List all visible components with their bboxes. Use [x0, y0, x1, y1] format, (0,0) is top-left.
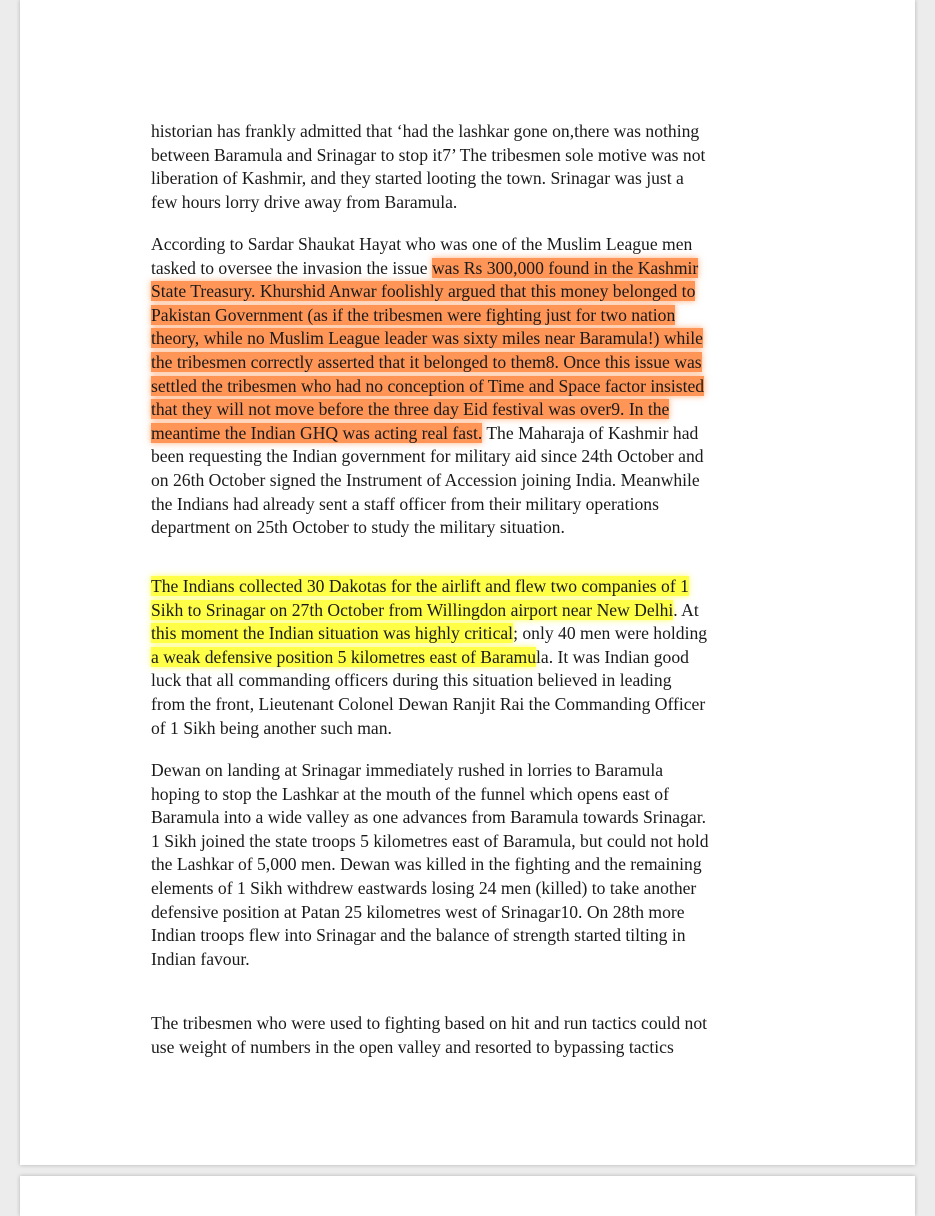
- text-line: hoping to stop the Lashkar at the mouth of the funnel which opens east of: [151, 783, 669, 804]
- text-line: few hours lorry drive away from Baramula.: [151, 191, 458, 212]
- text-line: luck that all commanding officers during this situation believed in leading: [151, 670, 672, 691]
- orange-highlight: was Rs 300,000 found in the Kashmir: [431, 257, 699, 278]
- text-line: The tribesmen who were used to fighting based on hit and run tactics could not: [151, 1013, 708, 1033]
- text-line: on 26th October signed the Instrument of Accession joining India. Meanwhile: [151, 469, 700, 490]
- text-line: [151, 398, 851, 422]
- orange-highlight: theory, while no Muslim League leader was sixty miles near Baramula!) while: [151, 328, 703, 349]
- yellow-highlight: The Indians collected 30 Dakotas for the airlift and flew two companies of 1: [151, 576, 689, 596]
- text-line: this moment the Indian situation was highly critical; only 40 men were holding: [151, 623, 708, 644]
- paragraph-4: [151, 759, 851, 971]
- next-page-edge: [20, 1176, 915, 1216]
- text-line: meantime the Indian GHQ was acting real fast. The Maharaja of Kashmir had: [151, 422, 699, 443]
- orange-highlight: meantime the Indian GHQ was acting real fast.: [151, 422, 483, 443]
- paragraph-5: [151, 1012, 851, 1059]
- text-line: 1 Sikh joined the state troops 5 kilometres east of Baramula, but could not hold: [151, 830, 709, 851]
- text-line: Indian troops flew into Srinagar and the balance of strength started tilting in: [151, 925, 686, 946]
- text-line: department on 25th October to study the military situation.: [151, 517, 565, 538]
- text-line: Dewan on landing at Srinagar immediately rushed in lorries to Baramula: [151, 760, 664, 780]
- paragraph-3: [151, 575, 851, 740]
- text-line: from the front, Lieutenant Colonel Dewan Ranjit Rai the Commanding Officer: [151, 693, 706, 714]
- text-line: [151, 327, 851, 351]
- text-line: of 1 Sikh being another such man.: [151, 717, 392, 738]
- orange-highlight: settled the tribesmen who had no conception of Time and Space factor insisted: [151, 375, 705, 396]
- text-line: use weight of numbers in the open valley and resorted to bypassing tactics: [151, 1036, 674, 1057]
- text-line: [151, 280, 851, 304]
- text-line: the Lashkar of 5,000 men. Dewan was killed in the fighting and the remaining: [151, 854, 702, 875]
- text-line: Sikh to Srinagar on 27th October from Willingdon airport near New Delhi. At: [151, 599, 699, 620]
- orange-highlight: that they will not move before the three day Eid festival was over9. In the: [151, 399, 670, 420]
- yellow-highlight: this moment the Indian situation was highly critical: [151, 623, 514, 644]
- text-line: [151, 304, 851, 328]
- text-line: elements of 1 Sikh withdrew eastwards losing 24 men (killed) to take another: [151, 877, 697, 898]
- text-line: been requesting the Indian government for military aid since 24th October and: [151, 446, 704, 467]
- text-line: According to Sardar Shaukat Hayat who was one of the Muslim League men: [151, 234, 693, 254]
- text-line: between Baramula and Srinagar to stop it7’ The tribesmen sole motive was not: [151, 144, 706, 165]
- text-line: a weak defensive position 5 kilometres east of Baramula. It was Indian good: [151, 646, 689, 667]
- text-line: tasked to oversee the invasion the issue was Rs 300,000 found in the Kashmir: [151, 257, 699, 278]
- document-page: [20, 0, 915, 1165]
- orange-highlight: the tribesmen correctly asserted that it belonged to them8. Once this issue was: [151, 351, 702, 372]
- text-line: [151, 375, 851, 399]
- orange-highlight: Pakistan Government (as if the tribesmen were fighting just for two nation: [151, 304, 676, 325]
- text-line: Indian favour.: [151, 948, 250, 969]
- paragraph-1: [151, 120, 851, 214]
- paragraph-2: [151, 233, 851, 540]
- text-line: defensive position at Patan 25 kilometres west of Srinagar10. On 28th more: [151, 901, 685, 922]
- text-line: liberation of Kashmir, and they started looting the town. Srinagar was just a: [151, 168, 684, 189]
- yellow-highlight: Sikh to Srinagar on 27th October from Willingdon airport near New Delhi: [151, 599, 674, 620]
- yellow-highlight: a weak defensive position 5 kilometres east of Baramu: [151, 646, 536, 667]
- text-line: historian has frankly admitted that ‘had the lashkar gone on,there was nothing: [151, 121, 700, 141]
- text-line: Baramula into a wide valley as one advances from Baramula towards Srinagar.: [151, 807, 706, 828]
- text-line: [151, 575, 851, 599]
- text-line: [151, 351, 851, 375]
- orange-highlight: State Treasury. Khurshid Anwar foolishly argued that this money belonged to: [151, 281, 696, 302]
- text-line: the Indians had already sent a staff officer from their military operations: [151, 493, 659, 514]
